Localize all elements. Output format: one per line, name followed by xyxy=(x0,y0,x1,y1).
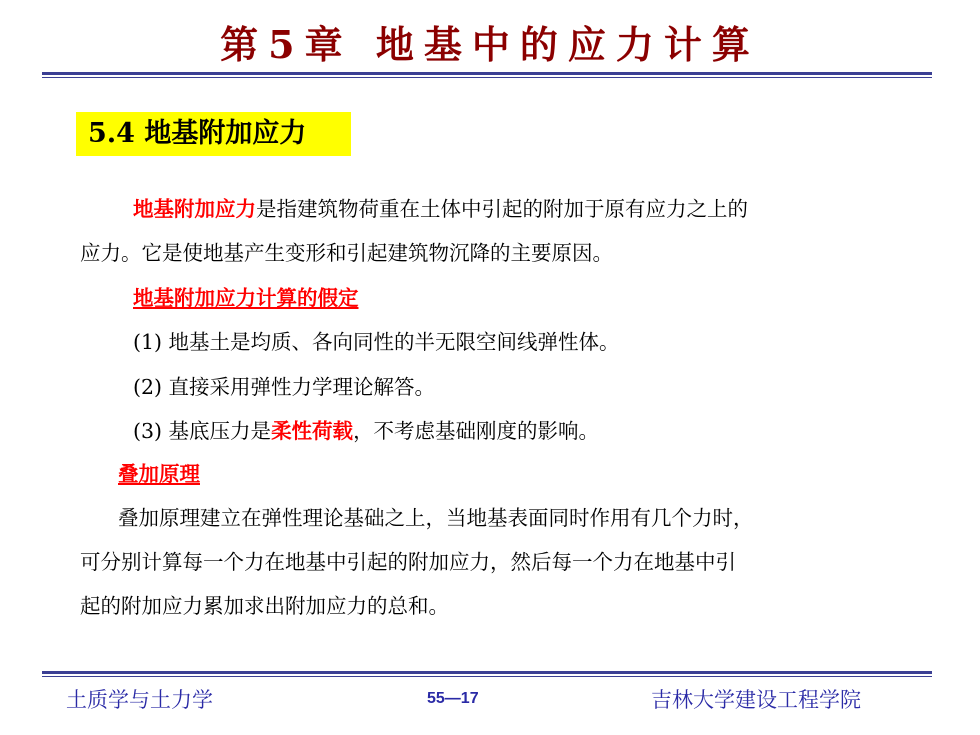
assumption-item-1: (1) 地基土是均质、各向同性的半无限空间线弹性体。 xyxy=(133,330,620,354)
superposition-line-3: 起的附加应力累加求出附加应力的总和。 xyxy=(80,594,449,618)
assumptions-heading-link: 地基附加应力计算的假定 xyxy=(133,286,359,310)
footer-course-name: 土质学与土力学 xyxy=(66,688,213,712)
superposition-heading-text: 叠加原理 xyxy=(118,462,200,486)
assumptions-heading xyxy=(133,281,359,311)
assumption-item-3 xyxy=(133,414,599,444)
section-heading: 5.4 地基附加应力 xyxy=(76,112,351,156)
term-additional-stress: 地基附加应力 xyxy=(133,197,256,221)
paragraph-line-2: 应力。它是使地基产生变形和引起建筑物沉降的主要原因。 xyxy=(80,241,613,265)
slide-title: 第5章 地基中的应力计算 xyxy=(220,22,760,67)
term-flexible-load: 柔性荷载 xyxy=(271,419,354,443)
superposition-heading xyxy=(118,457,200,487)
title-divider-thick xyxy=(42,72,932,75)
footer-institution: 吉林大学建设工程学院 xyxy=(651,688,861,712)
superposition-line-1: 叠加原理建立在弹性理论基础之上，当地基表面同时作用有几个力时， xyxy=(118,506,754,530)
assumption-item-3-suffix: ，不考虑基础刚度的影响。 xyxy=(353,419,600,443)
paragraph-line-1-text: 是指建筑物荷重在土体中引起的附加于原有应力之上的 xyxy=(256,197,748,221)
paragraph-line-1 xyxy=(133,192,748,222)
assumption-item-2: (2) 直接采用弹性力学理论解答。 xyxy=(133,375,436,399)
footer-divider-thick xyxy=(42,671,932,674)
footer-divider-thin xyxy=(42,676,932,677)
assumption-item-3-prefix: (3) 基底压力是 xyxy=(133,419,272,443)
superposition-line-2: 可分别计算每一个力在地基中引起的附加应力，然后每一个力在地基中引 xyxy=(80,550,736,574)
title-divider-thin xyxy=(42,77,932,78)
footer-page-number: 55—17 xyxy=(427,690,479,707)
